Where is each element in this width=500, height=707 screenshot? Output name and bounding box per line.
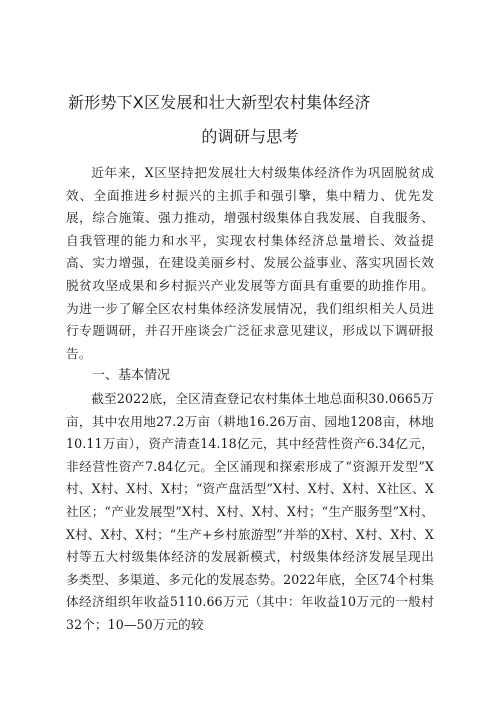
- intro-paragraph: 近年来，X区坚持把发展壮大村级集体经济作为巩固脱贫成效、全面推进乡村振兴的主抓手和强引擎，集中精力、优先发展，综合施策、强力推动，增强村级集体自我发展、自我服务、自我管理的能力和水平，实现农村集体经济总量增长、效益提高、实力增强，在建设美丽乡村、发展公益事业、落实巩固长效脱贫攻坚成果和乡村振兴产业发展等方面具有重要的助推作用。为进一步了解全区农村集体经济发展情况，我们组织相关人员进行专题调研，并召开座谈会广泛征求意见建议，形成以下调研报告。: [66, 165, 434, 361]
- basic-situation-paragraph: 截至2022底，全区清查登记农村集体土地总面积30.0665万亩，其中农用地27.2万亩（耕地16.26万亩、园地1208亩，林地10.11万亩），资产清查14.18亿元，其中经营性资产6.34亿元，非经营性资产7.84亿元。全区涌现和探索形成了“资源开发型”X村、X村、X村、X村；“资产盘活型”X村、X村、X村、X社区、X社区；“产业发展型”X村、X村、X村、X村；“生产服务型”X村、X村、X村、X村；“生产+乡村旅游型”并举的X村、X村、X村、X村等五大村级集体经济的发展新模式，村级集体经济发展呈现出多类型、多渠道、多元化的发展态势。2022年底，全区74个村集体经济组织年收益5110.66万元（其中：年收益10万元的一般村32个；10—50万元的较: [66, 390, 434, 632]
- section-heading-basic-situation: 一、基本情况: [92, 368, 171, 384]
- title-line-2: 的调研与思考: [201, 127, 299, 146]
- title-line-1: 新形势下X区发展和壮大新型农村集体经济: [68, 93, 371, 112]
- document-title: [66, 86, 434, 154]
